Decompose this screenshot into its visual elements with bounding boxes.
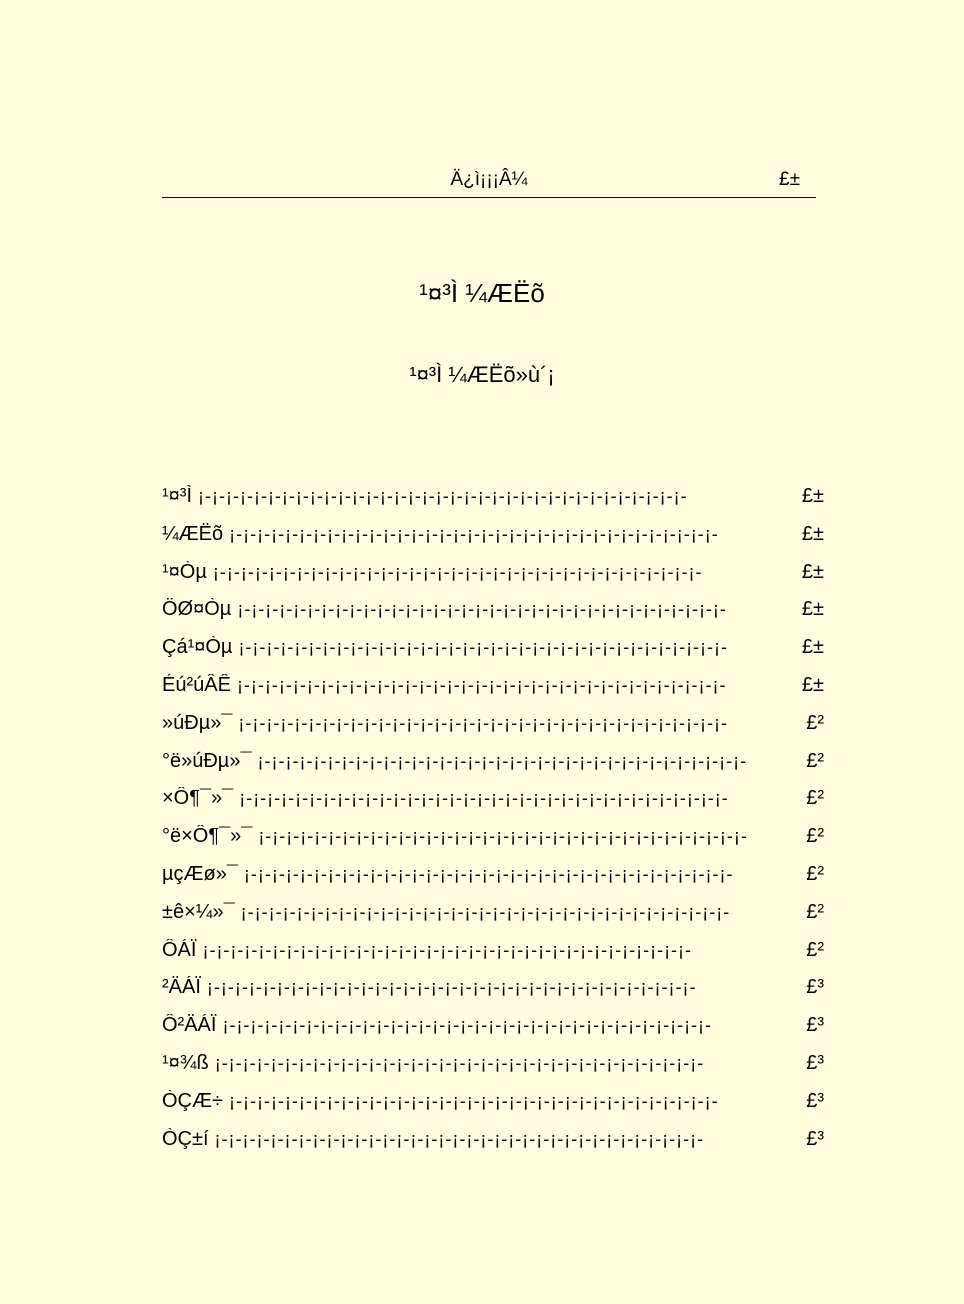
toc-entry-label: ¹¤¾ß: [162, 1051, 209, 1074]
toc-entry[interactable]: [162, 750, 824, 788]
toc-entry-page: £±: [801, 560, 824, 583]
toc-entry-label: ÒÇÆ÷: [162, 1089, 223, 1112]
toc-entry-label: ¹¤Òµ: [162, 560, 207, 583]
toc-entry-page: £²: [806, 900, 824, 923]
toc-entry-page: £³: [806, 976, 824, 999]
toc-entry-page: £±: [801, 522, 824, 545]
toc-entry-label: ¼ÆËõ: [162, 522, 224, 545]
toc-entry[interactable]: [162, 1052, 824, 1090]
toc-leader-dots: ¡-¡-¡-¡-¡-¡-¡-¡-¡-¡-¡-¡-¡-¡-¡-¡-¡-¡-¡-¡-¡-¡-¡-¡-¡-¡-¡-¡-¡-¡-¡-¡-¡-¡-¡-: [238, 637, 729, 658]
toc-entry-page: £²: [806, 938, 824, 961]
toc-entry-page: £²: [806, 749, 824, 772]
toc-entry-label: Çá¹¤Òµ: [162, 636, 233, 659]
toc-leader-dots: ¡-¡-¡-¡-¡-¡-¡-¡-¡-¡-¡-¡-¡-¡-¡-¡-¡-¡-¡-¡-¡-¡-¡-¡-¡-¡-¡-¡-¡-¡-¡-¡-¡-¡-¡-: [206, 977, 697, 998]
toc-entry-label: °ë×Ô¶¯»¯: [162, 825, 253, 848]
table-of-contents: [162, 485, 824, 1165]
toc-entry[interactable]: [162, 485, 824, 523]
toc-entry-label: ÒÇ±í: [162, 1127, 209, 1150]
toc-entry-label: µçÆø»¯: [162, 862, 238, 885]
toc-entry-label: ÔÁÏ: [162, 938, 197, 961]
toc-entry-label: ¹¤³Ì: [162, 485, 192, 507]
toc-entry[interactable]: [162, 598, 824, 636]
toc-entry-label: ÖØ¤Òµ: [162, 598, 232, 621]
page-number: £±: [779, 169, 800, 190]
toc-entry-page: £±: [801, 673, 824, 696]
toc-entry[interactable]: [162, 1014, 824, 1052]
toc-entry-label: °ë»úÐµ»¯: [162, 749, 252, 772]
toc-leader-dots: ¡-¡-¡-¡-¡-¡-¡-¡-¡-¡-¡-¡-¡-¡-¡-¡-¡-¡-¡-¡-¡-¡-¡-¡-¡-¡-¡-¡-¡-¡-¡-¡-¡-¡-¡-: [212, 561, 703, 582]
toc-entry-label: Ô²ÄÁÏ: [162, 1014, 217, 1037]
toc-entry[interactable]: [162, 787, 824, 825]
toc-entry-label: ×Ô¶¯»¯: [162, 787, 234, 810]
document-subtitle: ¹¤³Ì ¼ÆËõ»ù´¡: [409, 362, 555, 387]
toc-entry-page: £³: [806, 1089, 824, 1112]
toc-leader-dots: ¡-¡-¡-¡-¡-¡-¡-¡-¡-¡-¡-¡-¡-¡-¡-¡-¡-¡-¡-¡-¡-¡-¡-¡-¡-¡-¡-¡-¡-¡-¡-¡-¡-¡-¡-: [238, 712, 728, 733]
toc-entry[interactable]: [162, 561, 824, 599]
toc-entry[interactable]: [162, 1090, 824, 1128]
toc-leader-dots: ¡-¡-¡-¡-¡-¡-¡-¡-¡-¡-¡-¡-¡-¡-¡-¡-¡-¡-¡-¡-¡-¡-¡-¡-¡-¡-¡-¡-¡-¡-¡-¡-¡-¡-¡-: [214, 1052, 705, 1073]
toc-leader-dots: ¡-¡-¡-¡-¡-¡-¡-¡-¡-¡-¡-¡-¡-¡-¡-¡-¡-¡-¡-¡-¡-¡-¡-¡-¡-¡-¡-¡-¡-¡-¡-¡-¡-¡-¡-: [236, 674, 727, 695]
toc-entry[interactable]: [162, 976, 824, 1014]
toc-leader-dots: ¡-¡-¡-¡-¡-¡-¡-¡-¡-¡-¡-¡-¡-¡-¡-¡-¡-¡-¡-¡-¡-¡-¡-¡-¡-¡-¡-¡-¡-¡-¡-¡-¡-¡-¡-: [237, 599, 727, 620]
toc-entry-page: £²: [806, 787, 824, 810]
toc-entry[interactable]: [162, 825, 824, 863]
toc-entry-page: £³: [806, 1014, 824, 1037]
toc-entry-page: £±: [801, 636, 824, 659]
toc-entry[interactable]: [162, 674, 824, 712]
toc-leader-dots: ¡-¡-¡-¡-¡-¡-¡-¡-¡-¡-¡-¡-¡-¡-¡-¡-¡-¡-¡-¡-¡-¡-¡-¡-¡-¡-¡-¡-¡-¡-¡-¡-¡-¡-¡-: [229, 523, 719, 544]
toc-leader-dots: ¡-¡-¡-¡-¡-¡-¡-¡-¡-¡-¡-¡-¡-¡-¡-¡-¡-¡-¡-¡-¡-¡-¡-¡-¡-¡-¡-¡-¡-¡-¡-¡-¡-¡-¡-: [222, 1015, 713, 1036]
toc-leader-dots: ¡-¡-¡-¡-¡-¡-¡-¡-¡-¡-¡-¡-¡-¡-¡-¡-¡-¡-¡-¡-¡-¡-¡-¡-¡-¡-¡-¡-¡-¡-¡-¡-¡-¡-¡-: [239, 788, 729, 809]
document-title: ¹¤³Ì ¼ÆËõ: [419, 278, 545, 308]
toc-entry-label: ²ÄÁÏ: [162, 976, 201, 999]
toc-entry[interactable]: [162, 863, 824, 901]
toc-entry-page: £³: [806, 1051, 824, 1074]
toc-leader-dots: ¡-¡-¡-¡-¡-¡-¡-¡-¡-¡-¡-¡-¡-¡-¡-¡-¡-¡-¡-¡-¡-¡-¡-¡-¡-¡-¡-¡-¡-¡-¡-¡-¡-¡-¡-: [214, 1128, 705, 1149]
toc-entry-label: Éú²úÂÊ: [162, 673, 231, 696]
toc-leader-dots: ¡-¡-¡-¡-¡-¡-¡-¡-¡-¡-¡-¡-¡-¡-¡-¡-¡-¡-¡-¡-¡-¡-¡-¡-¡-¡-¡-¡-¡-¡-¡-¡-¡-¡-¡-: [202, 939, 693, 960]
toc-entry[interactable]: [162, 1128, 824, 1166]
page-header: [162, 165, 816, 198]
toc-entry[interactable]: [162, 523, 824, 561]
toc-entry-page: £²: [806, 862, 824, 885]
toc-entry[interactable]: [162, 712, 824, 750]
toc-leader-dots: ¡-¡-¡-¡-¡-¡-¡-¡-¡-¡-¡-¡-¡-¡-¡-¡-¡-¡-¡-¡-¡-¡-¡-¡-¡-¡-¡-¡-¡-¡-¡-¡-¡-¡-¡-: [257, 750, 748, 771]
toc-leader-dots: ¡-¡-¡-¡-¡-¡-¡-¡-¡-¡-¡-¡-¡-¡-¡-¡-¡-¡-¡-¡-¡-¡-¡-¡-¡-¡-¡-¡-¡-¡-¡-¡-¡-¡-¡-: [240, 901, 731, 922]
toc-entry[interactable]: [162, 636, 824, 674]
toc-leader-dots: ¡-¡-¡-¡-¡-¡-¡-¡-¡-¡-¡-¡-¡-¡-¡-¡-¡-¡-¡-¡-¡-¡-¡-¡-¡-¡-¡-¡-¡-¡-¡-¡-¡-¡-¡-: [228, 1090, 719, 1111]
toc-entry-label: »úÐµ»¯: [162, 711, 233, 734]
toc-entry-page: £±: [801, 598, 824, 621]
toc-entry[interactable]: [162, 901, 824, 939]
toc-entry-page: £²: [806, 825, 824, 848]
toc-entry-page: £³: [806, 1127, 824, 1150]
toc-entry-page: £±: [801, 485, 824, 507]
toc-leader-dots: ¡-¡-¡-¡-¡-¡-¡-¡-¡-¡-¡-¡-¡-¡-¡-¡-¡-¡-¡-¡-¡-¡-¡-¡-¡-¡-¡-¡-¡-¡-¡-¡-¡-¡-¡-: [243, 863, 734, 884]
toc-entry-label: ±ê×¼»¯: [162, 900, 235, 923]
toc-entry-page: £²: [806, 711, 824, 734]
running-header-title: Ä¿ì¡¡¡Â¼: [450, 169, 528, 190]
toc-leader-dots: ¡-¡-¡-¡-¡-¡-¡-¡-¡-¡-¡-¡-¡-¡-¡-¡-¡-¡-¡-¡-¡-¡-¡-¡-¡-¡-¡-¡-¡-¡-¡-¡-¡-¡-¡-: [198, 486, 688, 506]
toc-entry[interactable]: [162, 939, 824, 977]
toc-leader-dots: ¡-¡-¡-¡-¡-¡-¡-¡-¡-¡-¡-¡-¡-¡-¡-¡-¡-¡-¡-¡-¡-¡-¡-¡-¡-¡-¡-¡-¡-¡-¡-¡-¡-¡-¡-: [258, 826, 748, 847]
